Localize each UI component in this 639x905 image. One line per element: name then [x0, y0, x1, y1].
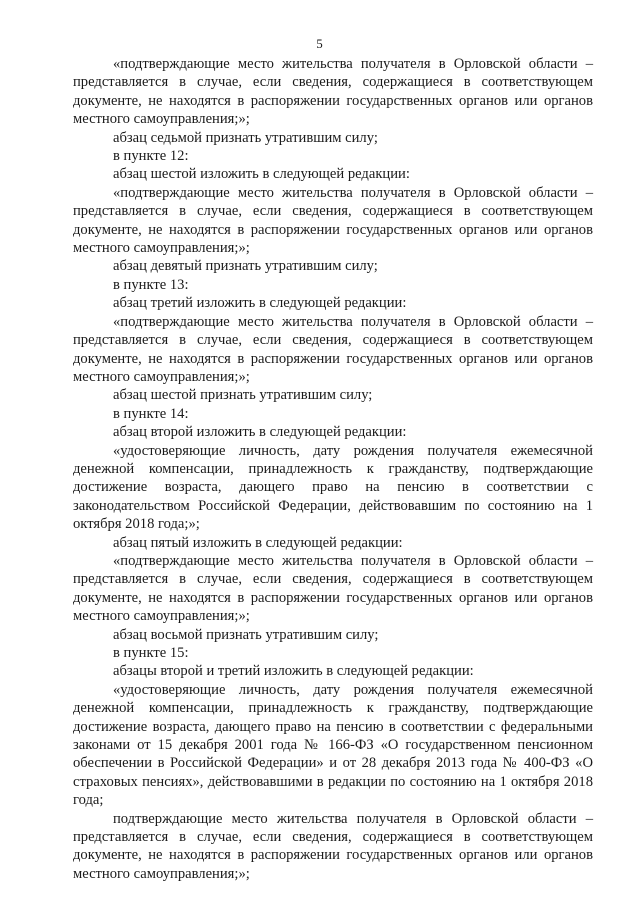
paragraph: в пункте 12: — [113, 148, 189, 165]
paragraph: в пункте 14: — [113, 405, 189, 422]
paragraph: абзац девятый признать утратившим силу; — [113, 258, 378, 275]
page-number: 5 — [316, 36, 323, 51]
paragraph: абзацы второй и третий изложить в следующей редакции: — [113, 663, 474, 680]
paragraph: абзац третий изложить в следующей редакции: — [113, 295, 407, 312]
paragraph: абзац шестой признать утратившим силу; — [113, 387, 373, 404]
paragraph: в пункте 15: — [113, 645, 189, 661]
paragraph: абзац седьмой признать утратившим силу; — [113, 129, 378, 146]
paragraph: абзац пятый изложить в следующей редакции: — [113, 534, 403, 551]
paragraph: абзац второй изложить в следующей редакции: — [113, 424, 407, 441]
document-body — [73, 55, 593, 883]
paragraph: «удостоверяющие личность, дату рождения получателя ежемесячной денежной компенсации, принадлежность к гражданству, подтверждающие достижение возраста, дающего право на пенсию в соответствии с законодательством Российской Федерации, действовавшим по состоянию на 1 октября 2018 года;»; — [73, 442, 593, 533]
paragraph: в пункте 13: — [113, 276, 189, 293]
paragraph: «подтверждающие место жительства получателя в Орловской области – представляется в случае, если сведения, содержащиеся в соответствующем документе, не находятся в распоряжении государственных органов или органов местного самоуправления;»; — [73, 56, 593, 128]
paragraph: «подтверждающие место жительства получателя в Орловской области – представляется в случае, если сведения, содержащиеся в соответствующем документе, не находятся в распоряжении государственных органов или органов местного самоуправления;»; — [73, 184, 593, 257]
paragraph: абзац шестой изложить в следующей редакции: — [113, 166, 410, 183]
paragraph: «подтверждающие место жительства получателя в Орловской области – представляется в случае, если сведения, содержащиеся в соответствующем документе, не находятся в распоряжении государственных органов или органов местного самоуправления;»; — [73, 313, 593, 385]
paragraph: «удостоверяющие личность, дату рождения получателя ежемесячной денежной компенсации, принадлежность к гражданству, подтверждающие достижение возраста, дающего право на пенсию в соответствии с федеральными законами от 15 декабря 2001 года № 166-ФЗ «О государственном пенсионном обеспечении в Российской Федерации» и от 28 декабря 2013 года № 400-ФЗ «О страховых пенсиях», действовавшими в редакции по состоянию на 1 октября 2018 года; — [73, 681, 593, 809]
paragraph: «подтверждающие место жительства получателя в Орловской области – представляется в случае, если сведения, содержащиеся в соответствующем документе, не находятся в распоряжении государственных органов или органов местного самоуправления;»; — [73, 552, 593, 625]
paragraph: абзац восьмой признать утратившим силу; — [113, 626, 379, 643]
paragraph: подтверждающие место жительства получателя в Орловской области – представляется в случае, если сведения, содержащиеся в соответствующем документе, не находятся в распоряжении государственных органов или органов местного самоуправления;»; — [73, 810, 593, 882]
